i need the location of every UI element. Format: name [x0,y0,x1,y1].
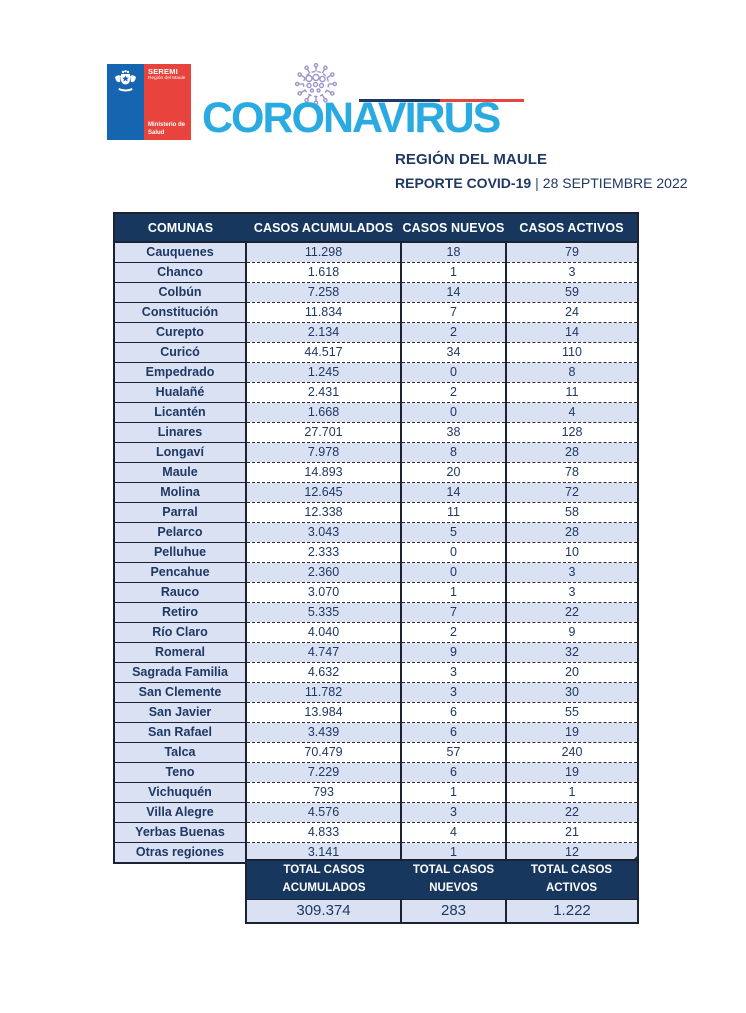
nuevos-cell: 20 [401,463,506,483]
activos-cell: 59 [506,283,638,303]
table-row [114,283,638,303]
table-row [114,643,638,663]
total-value-1: 283 [401,900,506,924]
nuevos-cell: 18 [401,242,506,263]
acumulados-cell: 7.978 [246,443,401,463]
nuevos-cell: 5 [401,523,506,543]
activos-cell: 128 [506,423,638,443]
total-label-2: TOTAL CASOS ACTIVOS [506,860,638,900]
logo-region-label: Región del Maule [148,76,186,82]
table-row [114,423,638,443]
acumulados-cell: 1.668 [246,403,401,423]
acumulados-cell: 70.479 [246,743,401,763]
activos-cell: 240 [506,743,638,763]
activos-cell: 3 [506,263,638,283]
nuevos-cell: 8 [401,443,506,463]
activos-cell: 28 [506,443,638,463]
activos-cell: 78 [506,463,638,483]
activos-cell: 79 [506,242,638,263]
table-row [114,783,638,803]
comuna-cell: Talca [114,743,246,763]
nuevos-cell: 3 [401,663,506,683]
brand-title: CORONAVIRUS [202,94,500,142]
comunas-table [113,212,639,864]
table-row [114,543,638,563]
nuevos-cell: 2 [401,623,506,643]
activos-cell: 19 [506,723,638,743]
nuevos-cell: 1 [401,783,506,803]
nuevos-cell: 6 [401,703,506,723]
comuna-cell: Constitución [114,303,246,323]
nuevos-cell: 2 [401,383,506,403]
report-label: REPORTE COVID-19 [395,175,532,191]
activos-cell: 24 [506,303,638,323]
activos-cell: 12 [506,843,638,864]
totals-values-row [246,900,638,924]
chile-coat-of-arms-icon [112,69,139,95]
acumulados-cell: 1.245 [246,363,401,383]
total-label-1: TOTAL CASOS NUEVOS [401,860,506,900]
column-header-casos-nuevos: CASOS NUEVOS [401,213,506,242]
table-row [114,443,638,463]
nuevos-cell: 11 [401,503,506,523]
comuna-cell: Cauquenes [114,242,246,263]
nuevos-cell: 0 [401,563,506,583]
activos-cell: 3 [506,583,638,603]
total-value-2: 1.222 [506,900,638,924]
table-row [114,303,638,323]
nuevos-cell: 38 [401,423,506,443]
comuna-cell: Longaví [114,443,246,463]
activos-cell: 55 [506,703,638,723]
nuevos-cell: 1 [401,263,506,283]
acumulados-cell: 4.040 [246,623,401,643]
activos-cell: 19 [506,763,638,783]
activos-cell: 1 [506,783,638,803]
comuna-cell: Otras regiones [114,843,246,864]
acumulados-cell: 44.517 [246,343,401,363]
table-row [114,763,638,783]
nuevos-cell: 1 [401,583,506,603]
acumulados-cell: 4.576 [246,803,401,823]
comuna-cell: San Rafael [114,723,246,743]
nuevos-cell: 2 [401,323,506,343]
nuevos-cell: 1 [401,843,506,864]
column-header-casos-acumulados: CASOS ACUMULADOS [246,213,401,242]
column-header-casos-activos: CASOS ACTIVOS [506,213,638,242]
comuna-cell: Teno [114,763,246,783]
comuna-cell: Vichuquén [114,783,246,803]
activos-cell: 14 [506,323,638,343]
acumulados-cell: 2.431 [246,383,401,403]
acumulados-cell: 3.043 [246,523,401,543]
nuevos-cell: 3 [401,803,506,823]
comuna-cell: Curepto [114,323,246,343]
comuna-cell: Colbún [114,283,246,303]
activos-cell: 8 [506,363,638,383]
nuevos-cell: 14 [401,483,506,503]
acumulados-cell: 12.645 [246,483,401,503]
table-row [114,343,638,363]
acumulados-cell: 4.833 [246,823,401,843]
table-row [114,323,638,343]
acumulados-cell: 3.141 [246,843,401,864]
acumulados-cell: 4.632 [246,663,401,683]
acumulados-cell: 12.338 [246,503,401,523]
table-row [114,623,638,643]
table-row [114,483,638,503]
table-row [114,503,638,523]
activos-cell: 22 [506,803,638,823]
table-row [114,583,638,603]
logo-ministry-label: Ministerio de Salud [148,122,186,136]
activos-cell: 4 [506,403,638,423]
acumulados-cell: 11.298 [246,242,401,263]
activos-cell: 110 [506,343,638,363]
comuna-cell: Romeral [114,643,246,663]
comuna-cell: San Clemente [114,683,246,703]
activos-cell: 20 [506,663,638,683]
nuevos-cell: 6 [401,763,506,783]
comuna-cell: Pelluhue [114,543,246,563]
region-title: REGIÓN DEL MAULE [395,151,548,168]
acumulados-cell: 4.747 [246,643,401,663]
table-row [114,363,638,383]
table-row [114,383,638,403]
acumulados-cell: 2.134 [246,323,401,343]
logo-blue-panel [107,64,144,140]
table-row [114,563,638,583]
comuna-cell: Parral [114,503,246,523]
acumulados-cell: 3.439 [246,723,401,743]
comuna-cell: Yerbas Buenas [114,823,246,843]
total-label-0: TOTAL CASOS ACUMULADOS [246,860,401,900]
table-row [114,403,638,423]
nuevos-cell: 7 [401,603,506,623]
comuna-cell: Chanco [114,263,246,283]
comuna-cell: Sagrada Familia [114,663,246,683]
comuna-cell: Hualañé [114,383,246,403]
comuna-cell: San Javier [114,703,246,723]
total-value-0: 309.374 [246,900,401,924]
totals-header-row [246,860,638,900]
column-header-comunas: COMUNAS [114,213,246,242]
activos-cell: 10 [506,543,638,563]
acumulados-cell: 11.782 [246,683,401,703]
acumulados-cell: 2.333 [246,543,401,563]
comuna-cell: Río Claro [114,623,246,643]
table-row [114,683,638,703]
table-row [114,603,638,623]
table-header-row [114,213,638,242]
acumulados-cell: 3.070 [246,583,401,603]
nuevos-cell: 6 [401,723,506,743]
activos-cell: 32 [506,643,638,663]
nuevos-cell: 0 [401,363,506,383]
activos-cell: 22 [506,603,638,623]
table-row [114,703,638,723]
activos-cell: 21 [506,823,638,843]
activos-cell: 11 [506,383,638,403]
comuna-cell: Rauco [114,583,246,603]
table-row [114,463,638,483]
nuevos-cell: 4 [401,823,506,843]
activos-cell: 72 [506,483,638,503]
acumulados-cell: 1.618 [246,263,401,283]
acumulados-cell: 27.701 [246,423,401,443]
report-separator: | [535,175,539,191]
logo-seremi-label: SEREMI [148,67,178,76]
nuevos-cell: 14 [401,283,506,303]
table-row [114,743,638,763]
acumulados-cell: 11.834 [246,303,401,323]
comuna-cell: Maule [114,463,246,483]
report-date: 28 SEPTIEMBRE 2022 [542,175,688,191]
comuna-cell: Licantén [114,403,246,423]
comuna-cell: Pelarco [114,523,246,543]
table-row [114,803,638,823]
acumulados-cell: 14.893 [246,463,401,483]
comuna-cell: Empedrado [114,363,246,383]
acumulados-cell: 793 [246,783,401,803]
nuevos-cell: 0 [401,543,506,563]
subheader [395,151,688,191]
table-row [114,823,638,843]
nuevos-cell: 3 [401,683,506,703]
totals-table [245,859,639,924]
nuevos-cell: 9 [401,643,506,663]
table-row [114,523,638,543]
comuna-cell: Linares [114,423,246,443]
activos-cell: 58 [506,503,638,523]
acumulados-cell: 7.258 [246,283,401,303]
comuna-cell: Molina [114,483,246,503]
activos-cell: 9 [506,623,638,643]
report-line [395,175,688,191]
comuna-cell: Curicó [114,343,246,363]
comuna-cell: Retiro [114,603,246,623]
acumulados-cell: 5.335 [246,603,401,623]
activos-cell: 3 [506,563,638,583]
nuevos-cell: 0 [401,403,506,423]
activos-cell: 30 [506,683,638,703]
acumulados-cell: 2.360 [246,563,401,583]
activos-cell: 28 [506,523,638,543]
table-row [114,723,638,743]
nuevos-cell: 57 [401,743,506,763]
comuna-cell: Pencahue [114,563,246,583]
minsal-logo [107,64,191,140]
logo-top-text [148,68,188,82]
table-row [114,663,638,683]
nuevos-cell: 34 [401,343,506,363]
acumulados-cell: 13.984 [246,703,401,723]
nuevos-cell: 7 [401,303,506,323]
table-row [114,242,638,263]
comuna-cell: Villa Alegre [114,803,246,823]
acumulados-cell: 7.229 [246,763,401,783]
table-row [114,263,638,283]
logo-red-panel [144,64,191,140]
